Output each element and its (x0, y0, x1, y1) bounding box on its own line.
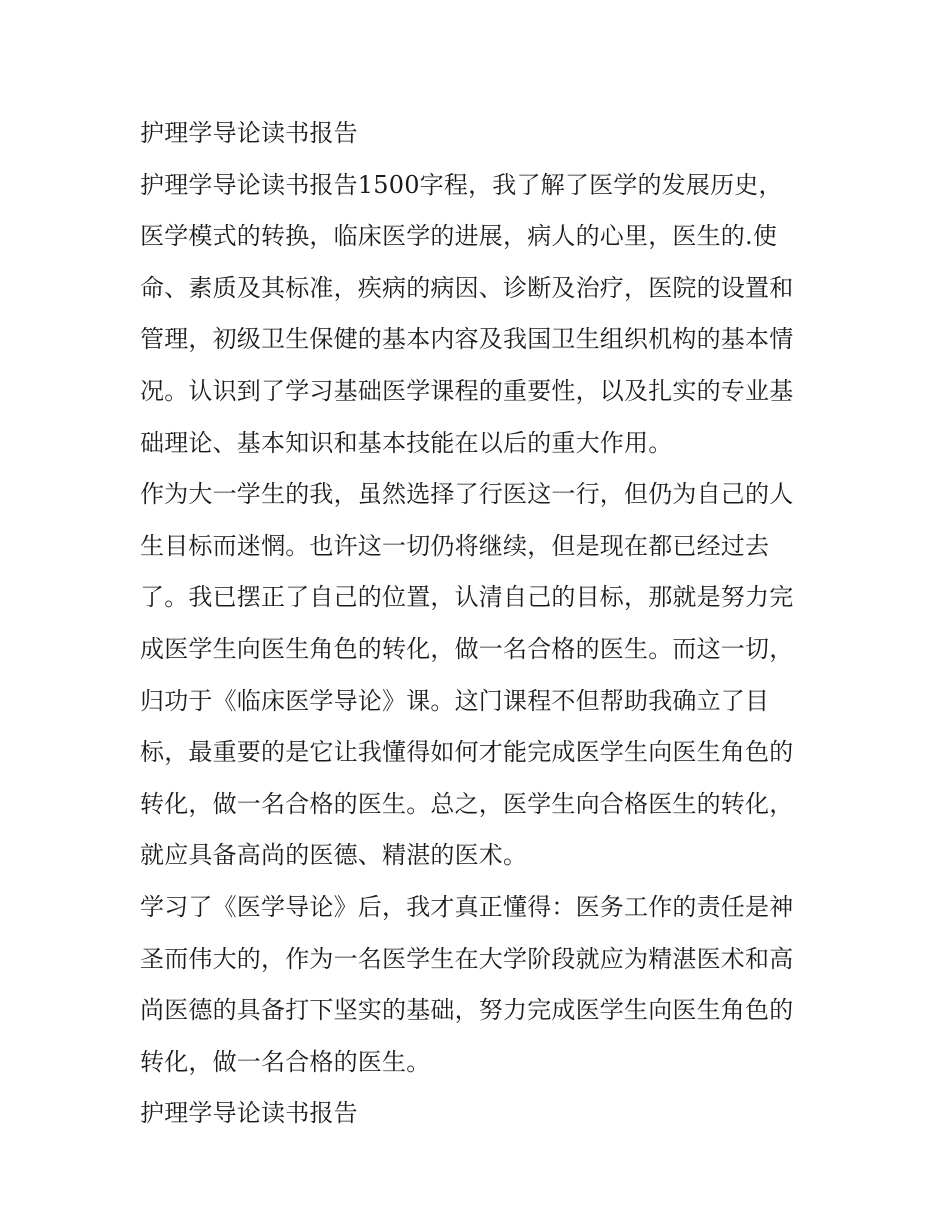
text-line: 生目标而迷惘。也许这一切仍将继续，但是现在都已经过去 (140, 531, 770, 560)
document-body (140, 108, 830, 1140)
text-line: 成医学生向医生角色的转化，做一名合格的医生。而这一切， (140, 634, 794, 663)
text-line: 转化，做一名合格的医生。 (140, 1047, 431, 1076)
text-line: 圣而伟大的，作为一名医学生在大学阶段就应为精湛医术和高 (140, 944, 794, 973)
text-line: 况。认识到了学习基础医学课程的重要性，以及扎实的专业基 (140, 376, 794, 405)
text-line: 管理，初级卫生保健的基本内容及我国卫生组织机构的基本情 (140, 325, 794, 354)
text-line: 命、素质及其标准，疾病的病因、诊断及治疗，医院的设置和 (140, 273, 794, 302)
text-line: 归功于《临床医学导论》课。这门课程不但帮助我确立了目 (140, 686, 770, 715)
text-line: 就应具备高尚的医德、精湛的医术。 (140, 841, 528, 870)
text-line: 了。我已摆正了自己的位置，认清自己的目标，那就是努力完 (140, 583, 794, 612)
text-line: 础理论、基本知识和基本技能在以后的重大作用。 (140, 428, 673, 457)
text-line: 护理学导论读书报告1500字程，我了解了医学的发展历史， (140, 170, 783, 199)
text-line: 尚医德的具备打下坚实的基础，努力完成医学生向医生角色的 (140, 996, 794, 1025)
document-title: 护理学导论读书报告 (140, 119, 358, 147)
text-line: 作为大一学生的我，虽然选择了行医这一行，但仍为自己的人 (140, 480, 794, 509)
text-line: 学习了《医学导论》后，我才真正懂得：医务工作的责任是神 (140, 892, 794, 921)
text-line: 医学模式的转换，临床医学的进展，病人的心里，医生的.使 (140, 222, 778, 251)
document-footer-title: 护理学导论读书报告 (140, 1099, 358, 1128)
text-line: 转化，做一名合格的医生。总之，医学生向合格医生的转化， (140, 789, 794, 818)
text-line: 标，最重要的是它让我懂得如何才能完成医学生向医生角色的 (140, 738, 794, 767)
